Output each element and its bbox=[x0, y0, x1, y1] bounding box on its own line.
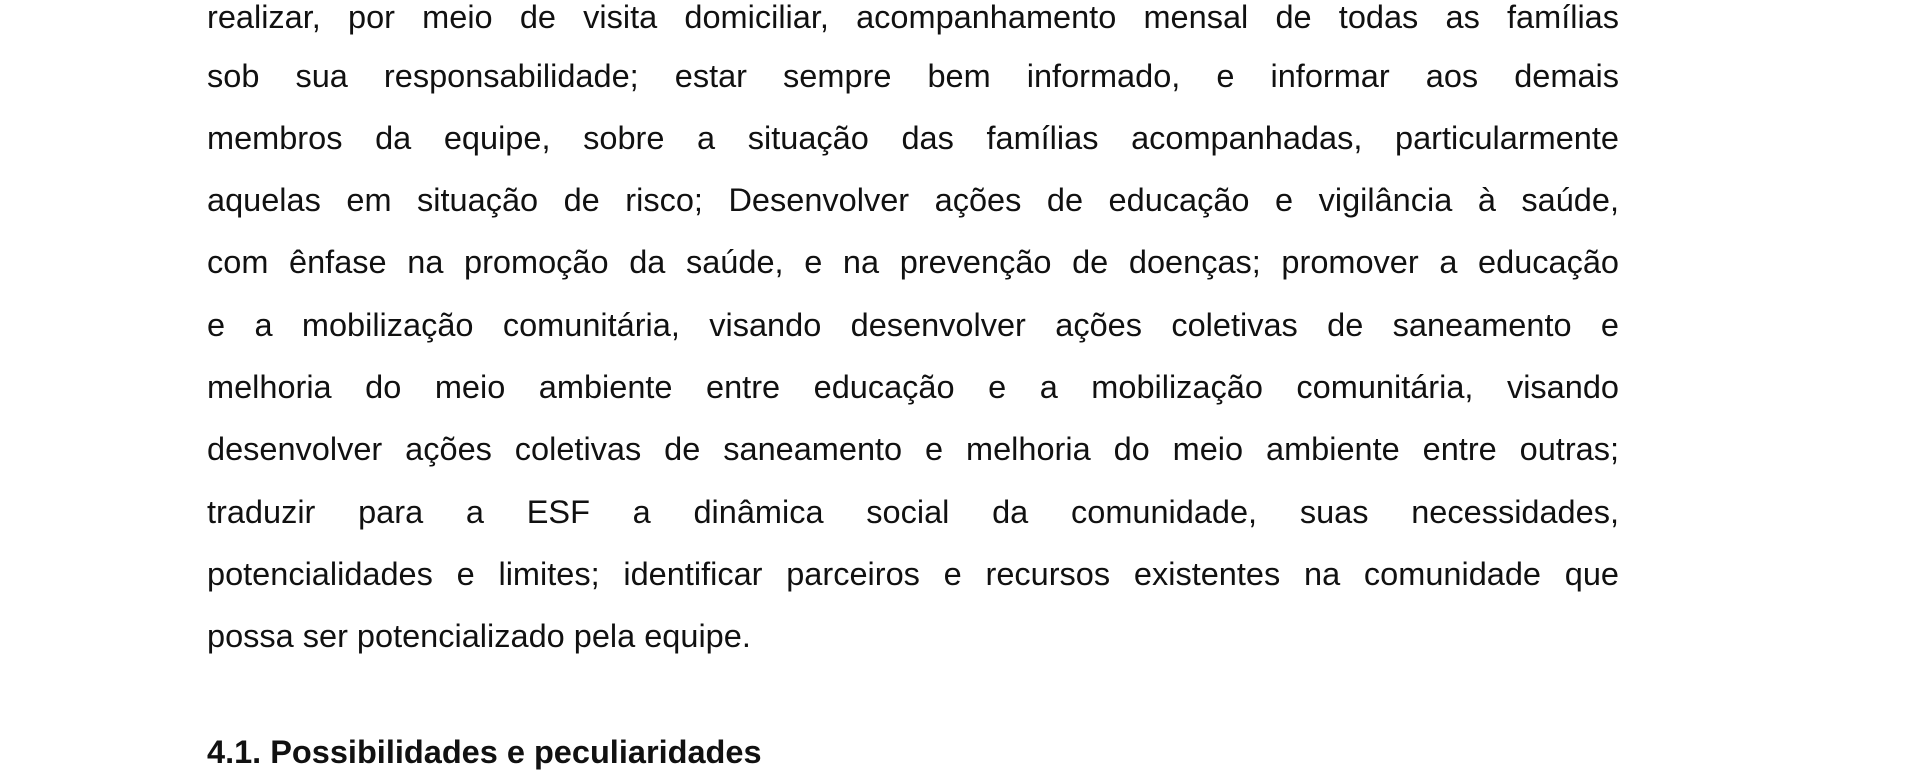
section-heading: 4.1. Possibilidades e peculiaridades bbox=[207, 734, 762, 770]
paragraph-line: desenvolver ações coletivas de saneamento e melhoria do meio ambiente entre outras; bbox=[207, 431, 1619, 467]
paragraph-line: realizar, por meio de visita domiciliar, acompanhamento mensal de todas as famílias bbox=[207, 0, 1619, 35]
paragraph-line: possa ser potencializado pela equipe. bbox=[207, 618, 751, 654]
paragraph-line: e a mobilização comunitária, visando desenvolver ações coletivas de saneamento e bbox=[207, 307, 1619, 343]
paragraph-line: melhoria do meio ambiente entre educação e a mobilização comunitária, visando bbox=[207, 369, 1619, 405]
paragraph-line: sob sua responsabilidade; estar sempre bem informado, e informar aos demais bbox=[207, 58, 1619, 94]
paragraph-line: potencialidades e limites; identificar parceiros e recursos existentes na comunidade que bbox=[207, 556, 1619, 592]
paragraph-line: membros da equipe, sobre a situação das famílias acompanhadas, particularmente bbox=[207, 120, 1619, 156]
paragraph-line: aquelas em situação de risco; Desenvolver ações de educação e vigilância à saúde, bbox=[207, 182, 1619, 218]
paragraph-line: traduzir para a ESF a dinâmica social da comunidade, suas necessidades, bbox=[207, 494, 1619, 530]
paragraph-line: com ênfase na promoção da saúde, e na prevenção de doenças; promover a educação bbox=[207, 244, 1619, 280]
